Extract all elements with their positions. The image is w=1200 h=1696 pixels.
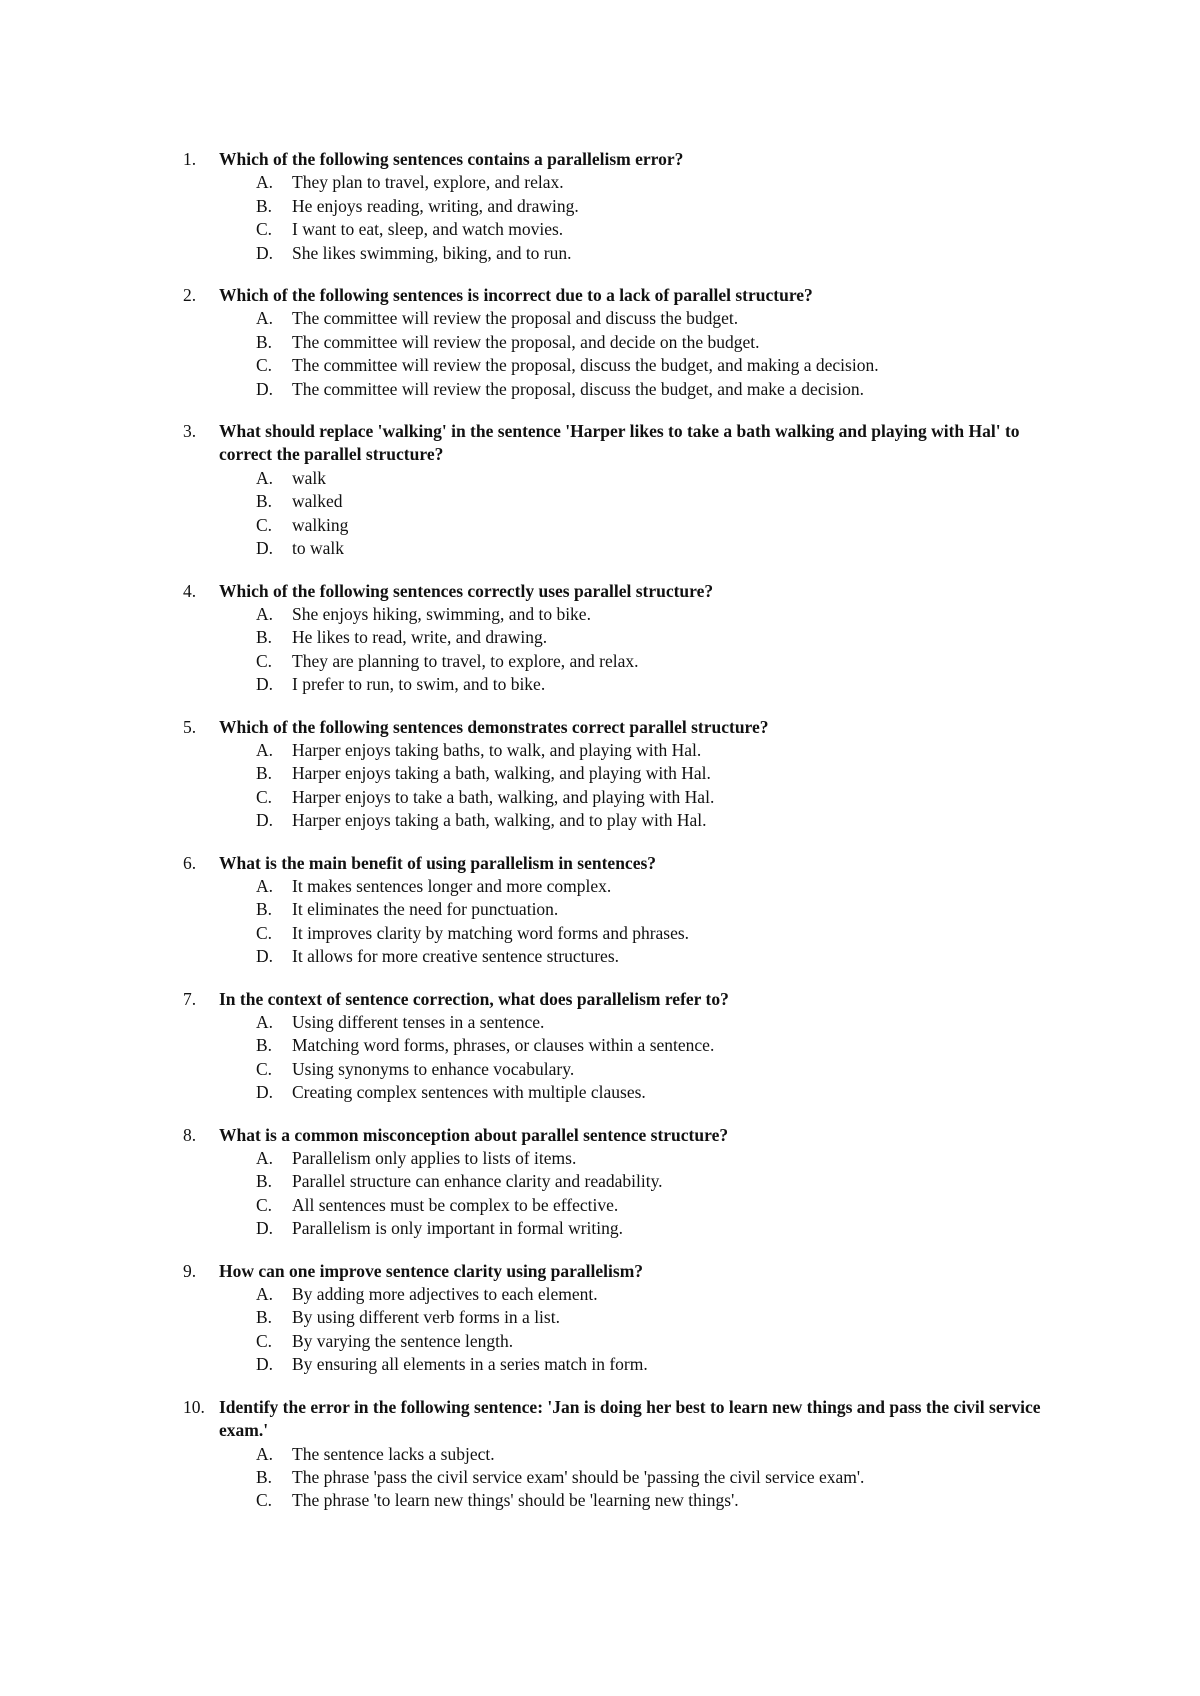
option-letter: D.: [256, 810, 274, 831]
question-10: [0, 1396, 1200, 1513]
question-8: [0, 1124, 1200, 1241]
question-3: [0, 420, 1200, 560]
option-text: They are planning to travel, to explore, and relax.: [292, 650, 639, 671]
question-number: 6.: [183, 852, 197, 873]
option-letter: D.: [256, 1354, 274, 1375]
option-a: [0, 307, 1200, 330]
question-9: [0, 1260, 1200, 1377]
option-c: [0, 1194, 1200, 1217]
option-text: By ensuring all elements in a series match in form.: [292, 1354, 648, 1375]
option-text: The committee will review the proposal, and decide on the budget.: [292, 331, 760, 352]
option-letter: A.: [256, 172, 274, 193]
option-text: Using synonyms to enhance vocabulary.: [292, 1058, 575, 1079]
question-heading: [0, 852, 1200, 875]
option-list: [0, 307, 1200, 401]
option-text: Parallelism only applies to lists of items.: [292, 1148, 577, 1169]
option-letter: B.: [256, 1035, 273, 1056]
option-text: Harper enjoys taking baths, to walk, and playing with Hal.: [292, 739, 702, 760]
question-number: 10.: [183, 1396, 205, 1417]
option-text: She likes swimming, biking, and to run.: [292, 242, 572, 263]
option-d: [0, 537, 1200, 560]
option-letter: A.: [256, 739, 274, 760]
option-list: [0, 1147, 1200, 1241]
option-letter: B.: [256, 627, 273, 648]
question-4: [0, 580, 1200, 697]
option-letter: D.: [256, 242, 274, 263]
option-text: It allows for more creative sentence structures.: [292, 946, 620, 967]
option-text: She enjoys hiking, swimming, and to bike.: [292, 603, 591, 624]
option-letter: B.: [256, 763, 273, 784]
question-heading: [0, 988, 1200, 1011]
option-text: Creating complex sentences with multiple clauses.: [292, 1082, 646, 1103]
option-letter: D.: [256, 378, 274, 399]
question-number: 2.: [183, 285, 197, 306]
option-b: [0, 1034, 1200, 1057]
option-text: Harper enjoys taking a bath, walking, and playing with Hal.: [292, 763, 711, 784]
option-text: Parallel structure can enhance clarity and readability.: [292, 1171, 663, 1192]
option-letter: C.: [256, 1194, 273, 1215]
question-text: Which of the following sentences demonstrates correct parallel structure?: [219, 716, 769, 737]
option-list: [0, 1011, 1200, 1105]
option-letter: A.: [256, 1012, 274, 1032]
option-letter: A.: [256, 1284, 274, 1305]
option-list: [0, 739, 1200, 833]
quiz-page: [0, 148, 1200, 1532]
option-letter: A.: [256, 1443, 274, 1464]
option-c: [0, 1330, 1200, 1353]
option-letter: C.: [256, 355, 273, 376]
option-letter: B.: [256, 1466, 273, 1487]
question-text: Identify the error in the following sentence: 'Jan is doing her best to learn new things and pass the civil service exam.': [219, 1396, 1041, 1441]
option-c: [0, 1489, 1200, 1512]
option-letter: B.: [256, 1307, 273, 1328]
option-a: [0, 171, 1200, 194]
question-text: What is the main benefit of using parallelism in sentences?: [219, 852, 657, 873]
option-text: walk: [292, 467, 327, 488]
option-d: [0, 809, 1200, 832]
option-letter: B.: [256, 195, 273, 216]
option-a: [0, 1283, 1200, 1306]
option-text: It improves clarity by matching word forms and phrases.: [292, 922, 690, 943]
option-letter: B.: [256, 899, 273, 920]
option-a: [0, 603, 1200, 626]
question-2: [0, 284, 1200, 401]
option-list: [0, 171, 1200, 265]
option-text: The sentence lacks a subject.: [292, 1443, 495, 1464]
option-c: [0, 218, 1200, 241]
option-d: [0, 1217, 1200, 1240]
option-text: Harper enjoys to take a bath, walking, and playing with Hal.: [292, 786, 715, 807]
option-text: They plan to travel, explore, and relax.: [292, 172, 564, 193]
option-text: All sentences must be complex to be effective.: [292, 1194, 619, 1215]
option-text: The committee will review the proposal and discuss the budget.: [292, 308, 739, 329]
question-number: 5.: [183, 716, 197, 737]
question-text: In the context of sentence correction, what does parallelism refer to?: [219, 988, 729, 1009]
question-heading: [0, 1260, 1200, 1283]
option-letter: A.: [256, 308, 274, 329]
option-c: [0, 1058, 1200, 1081]
option-text: The phrase 'pass the civil service exam' should be 'passing the civil service exam'.: [292, 1466, 865, 1487]
option-c: [0, 786, 1200, 809]
option-text: By using different verb forms in a list.: [292, 1307, 560, 1328]
question-heading: [0, 1396, 1200, 1443]
question-heading: [0, 580, 1200, 603]
question-6: [0, 852, 1200, 969]
option-letter: C.: [256, 922, 273, 943]
option-b: [0, 331, 1200, 354]
option-text: Parallelism is only important in formal writing.: [292, 1218, 623, 1239]
option-a: [0, 1147, 1200, 1170]
option-text: Using different tenses in a sentence.: [292, 1012, 545, 1032]
option-text: Matching word forms, phrases, or clauses within a sentence.: [292, 1035, 715, 1056]
option-list: [0, 1443, 1200, 1513]
question-heading: [0, 716, 1200, 739]
option-text: I want to eat, sleep, and watch movies.: [292, 219, 564, 240]
option-letter: C.: [256, 1058, 273, 1079]
option-letter: D.: [256, 946, 274, 967]
question-heading: [0, 148, 1200, 171]
option-c: [0, 354, 1200, 377]
option-b: [0, 195, 1200, 218]
option-a: [0, 739, 1200, 762]
option-b: [0, 762, 1200, 785]
option-text: The phrase 'to learn new things' should be 'learning new things'.: [292, 1490, 739, 1511]
option-b: [0, 898, 1200, 921]
option-letter: D.: [256, 1082, 274, 1103]
question-heading: [0, 284, 1200, 307]
option-b: [0, 490, 1200, 513]
option-c: [0, 650, 1200, 673]
option-letter: C.: [256, 786, 273, 807]
question-number: 3.: [183, 421, 197, 442]
option-letter: A.: [256, 875, 274, 896]
option-b: [0, 626, 1200, 649]
option-list: [0, 875, 1200, 969]
question-text: Which of the following sentences correctly uses parallel structure?: [219, 580, 714, 601]
question-text: What is a common misconception about parallel sentence structure?: [219, 1124, 729, 1145]
question-heading: [0, 420, 1200, 467]
option-text: The committee will review the proposal, discuss the budget, and making a decision.: [292, 355, 879, 376]
question-number: 7.: [183, 988, 197, 1009]
option-letter: D.: [256, 538, 274, 559]
question-text: Which of the following sentences is incorrect due to a lack of parallel structure?: [219, 285, 813, 306]
option-c: [0, 514, 1200, 537]
option-d: [0, 242, 1200, 265]
question-1: [0, 148, 1200, 265]
option-d: [0, 1081, 1200, 1104]
option-letter: D.: [256, 1218, 274, 1239]
option-text: to walk: [292, 538, 345, 559]
option-text: By varying the sentence length.: [292, 1330, 514, 1351]
option-letter: C.: [256, 514, 273, 535]
option-b: [0, 1170, 1200, 1193]
question-text: How can one improve sentence clarity using parallelism?: [219, 1260, 644, 1281]
option-letter: A.: [256, 1148, 274, 1169]
option-list: [0, 1283, 1200, 1377]
option-text: It makes sentences longer and more complex.: [292, 875, 612, 896]
option-text: walked: [292, 491, 343, 512]
question-number: 1.: [183, 149, 197, 169]
option-letter: A.: [256, 467, 274, 488]
option-letter: D.: [256, 674, 274, 695]
option-text: I prefer to run, to swim, and to bike.: [292, 674, 546, 695]
option-letter: B.: [256, 1171, 273, 1192]
option-b: [0, 1306, 1200, 1329]
question-text: What should replace 'walking' in the sentence 'Harper likes to take a bath walking and playing with Hal' to correct the parallel structure?: [219, 421, 1020, 465]
question-heading: [0, 1124, 1200, 1147]
option-text: It eliminates the need for punctuation.: [292, 899, 559, 920]
option-letter: B.: [256, 491, 273, 512]
option-a: [0, 467, 1200, 490]
option-a: [0, 875, 1200, 898]
question-number: 4.: [183, 580, 197, 601]
option-text: By adding more adjectives to each element.: [292, 1284, 598, 1305]
option-letter: C.: [256, 1330, 273, 1351]
question-text: Which of the following sentences contains a parallelism error?: [219, 149, 684, 169]
option-letter: C.: [256, 1490, 273, 1511]
option-letter: B.: [256, 331, 273, 352]
option-a: [0, 1011, 1200, 1034]
question-number: 8.: [183, 1124, 197, 1145]
option-text: Harper enjoys taking a bath, walking, and to play with Hal.: [292, 810, 707, 831]
option-d: [0, 1353, 1200, 1376]
question-7: [0, 988, 1200, 1105]
option-d: [0, 378, 1200, 401]
question-5: [0, 716, 1200, 833]
option-letter: A.: [256, 603, 274, 624]
option-list: [0, 603, 1200, 697]
option-a: [0, 1443, 1200, 1466]
option-d: [0, 945, 1200, 968]
option-letter: C.: [256, 219, 273, 240]
option-text: He likes to read, write, and drawing.: [292, 627, 548, 648]
option-text: He enjoys reading, writing, and drawing.: [292, 195, 579, 216]
question-number: 9.: [183, 1260, 197, 1281]
option-text: The committee will review the proposal, discuss the budget, and make a decision.: [292, 378, 864, 399]
option-d: [0, 673, 1200, 696]
option-text: walking: [292, 514, 349, 535]
option-letter: C.: [256, 650, 273, 671]
option-c: [0, 922, 1200, 945]
option-list: [0, 467, 1200, 561]
option-b: [0, 1466, 1200, 1489]
